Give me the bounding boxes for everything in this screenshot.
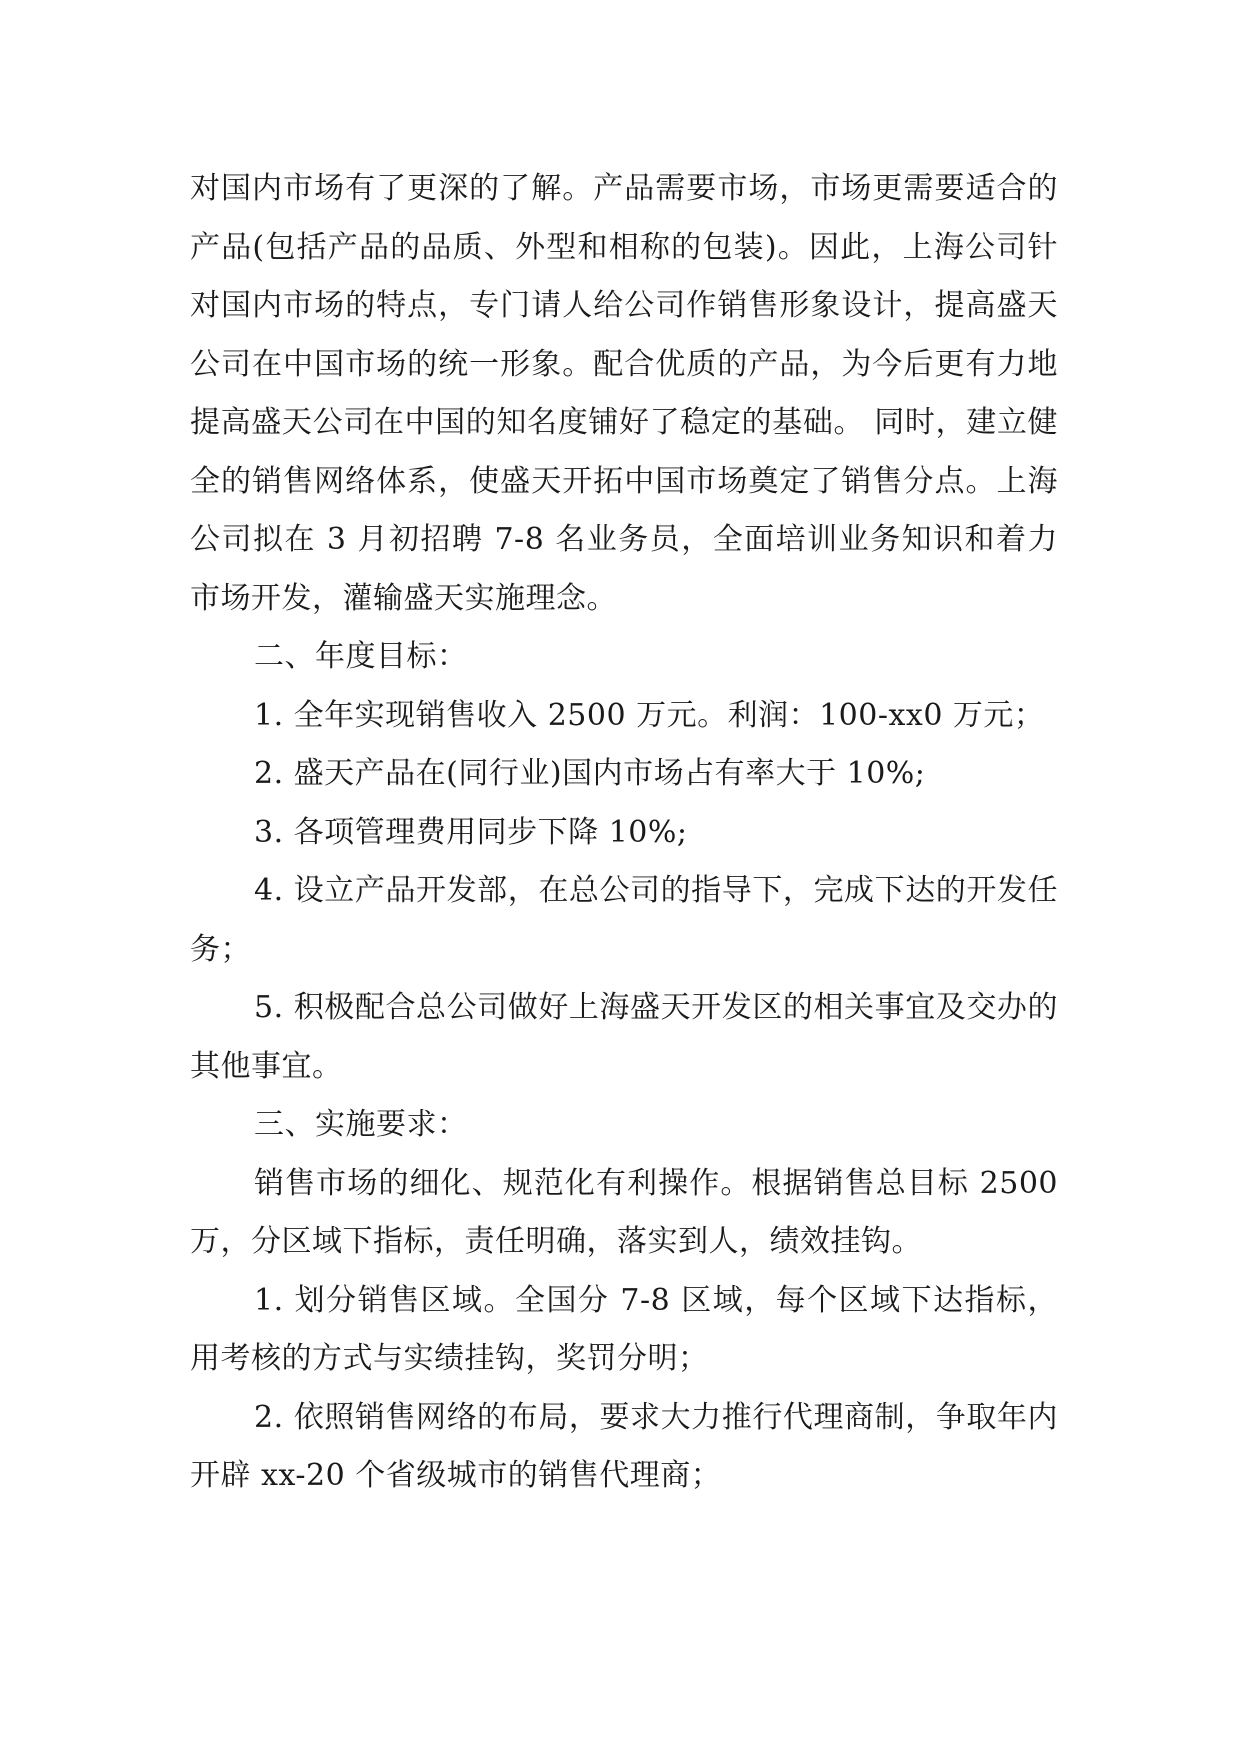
- goal-item-2: 2. 盛天产品在(同行业)国内市场占有率大于 10%;: [254, 756, 926, 791]
- requirement-item-1: 1. 划分销售区域。全国分 7-8 区域，每个区域下达指标，用考核的方式与实绩挂钩，奖罚分明；: [190, 1282, 1058, 1376]
- paragraph-market-refinement: 销售市场的细化、规范化有利操作。根据销售总目标 2500 万，分区域下指标，责任明确，落实到人，绩效挂钩。: [190, 1165, 1058, 1259]
- goal-item-5: 5. 积极配合总公司做好上海盛天开发区的相关事宜及交办的其他事宜。: [190, 990, 1058, 1084]
- goal-item-3: 3. 各项管理费用同步下降 10%;: [254, 814, 688, 850]
- heading-annual-goals: 二、年度目标：: [254, 639, 468, 674]
- requirement-item-2: 2. 依照销售网络的布局，要求大力推行代理商制，争取年内开辟 xx-20 个省级城市的销售代理商；: [190, 1399, 1058, 1493]
- goal-item-4: 4. 设立产品开发部，在总公司的指导下，完成下达的开发任务；: [190, 873, 1058, 967]
- document-body: [190, 160, 1058, 1506]
- paragraph-market-understanding: 对国内市场有了更深的了解。产品需要市场，市场更需要适合的产品(包括产品的品质、外型和相称的包装)。因此，上海公司针对国内市场的特点，专门请人给公司作销售形象设计，提高盛天公司在中国市场的统一形象。配合优质的产品，为今后更有力地提高盛天公司在中国的知名度铺好了稳定的基础。 同时，建立健全的销售网络体系，使盛天开拓中国市场奠定了销售分点。上海公司拟在 3 月初招聘 7-8 名业务员，全面培训业务知识和着力市场开发，灌输盛天实施理念。: [190, 171, 1058, 616]
- goal-item-1: 1. 全年实现销售收入 2500 万元。利润：100-xx0 万元；: [254, 697, 1045, 733]
- heading-implementation-requirements: 三、实施要求：: [254, 1107, 468, 1142]
